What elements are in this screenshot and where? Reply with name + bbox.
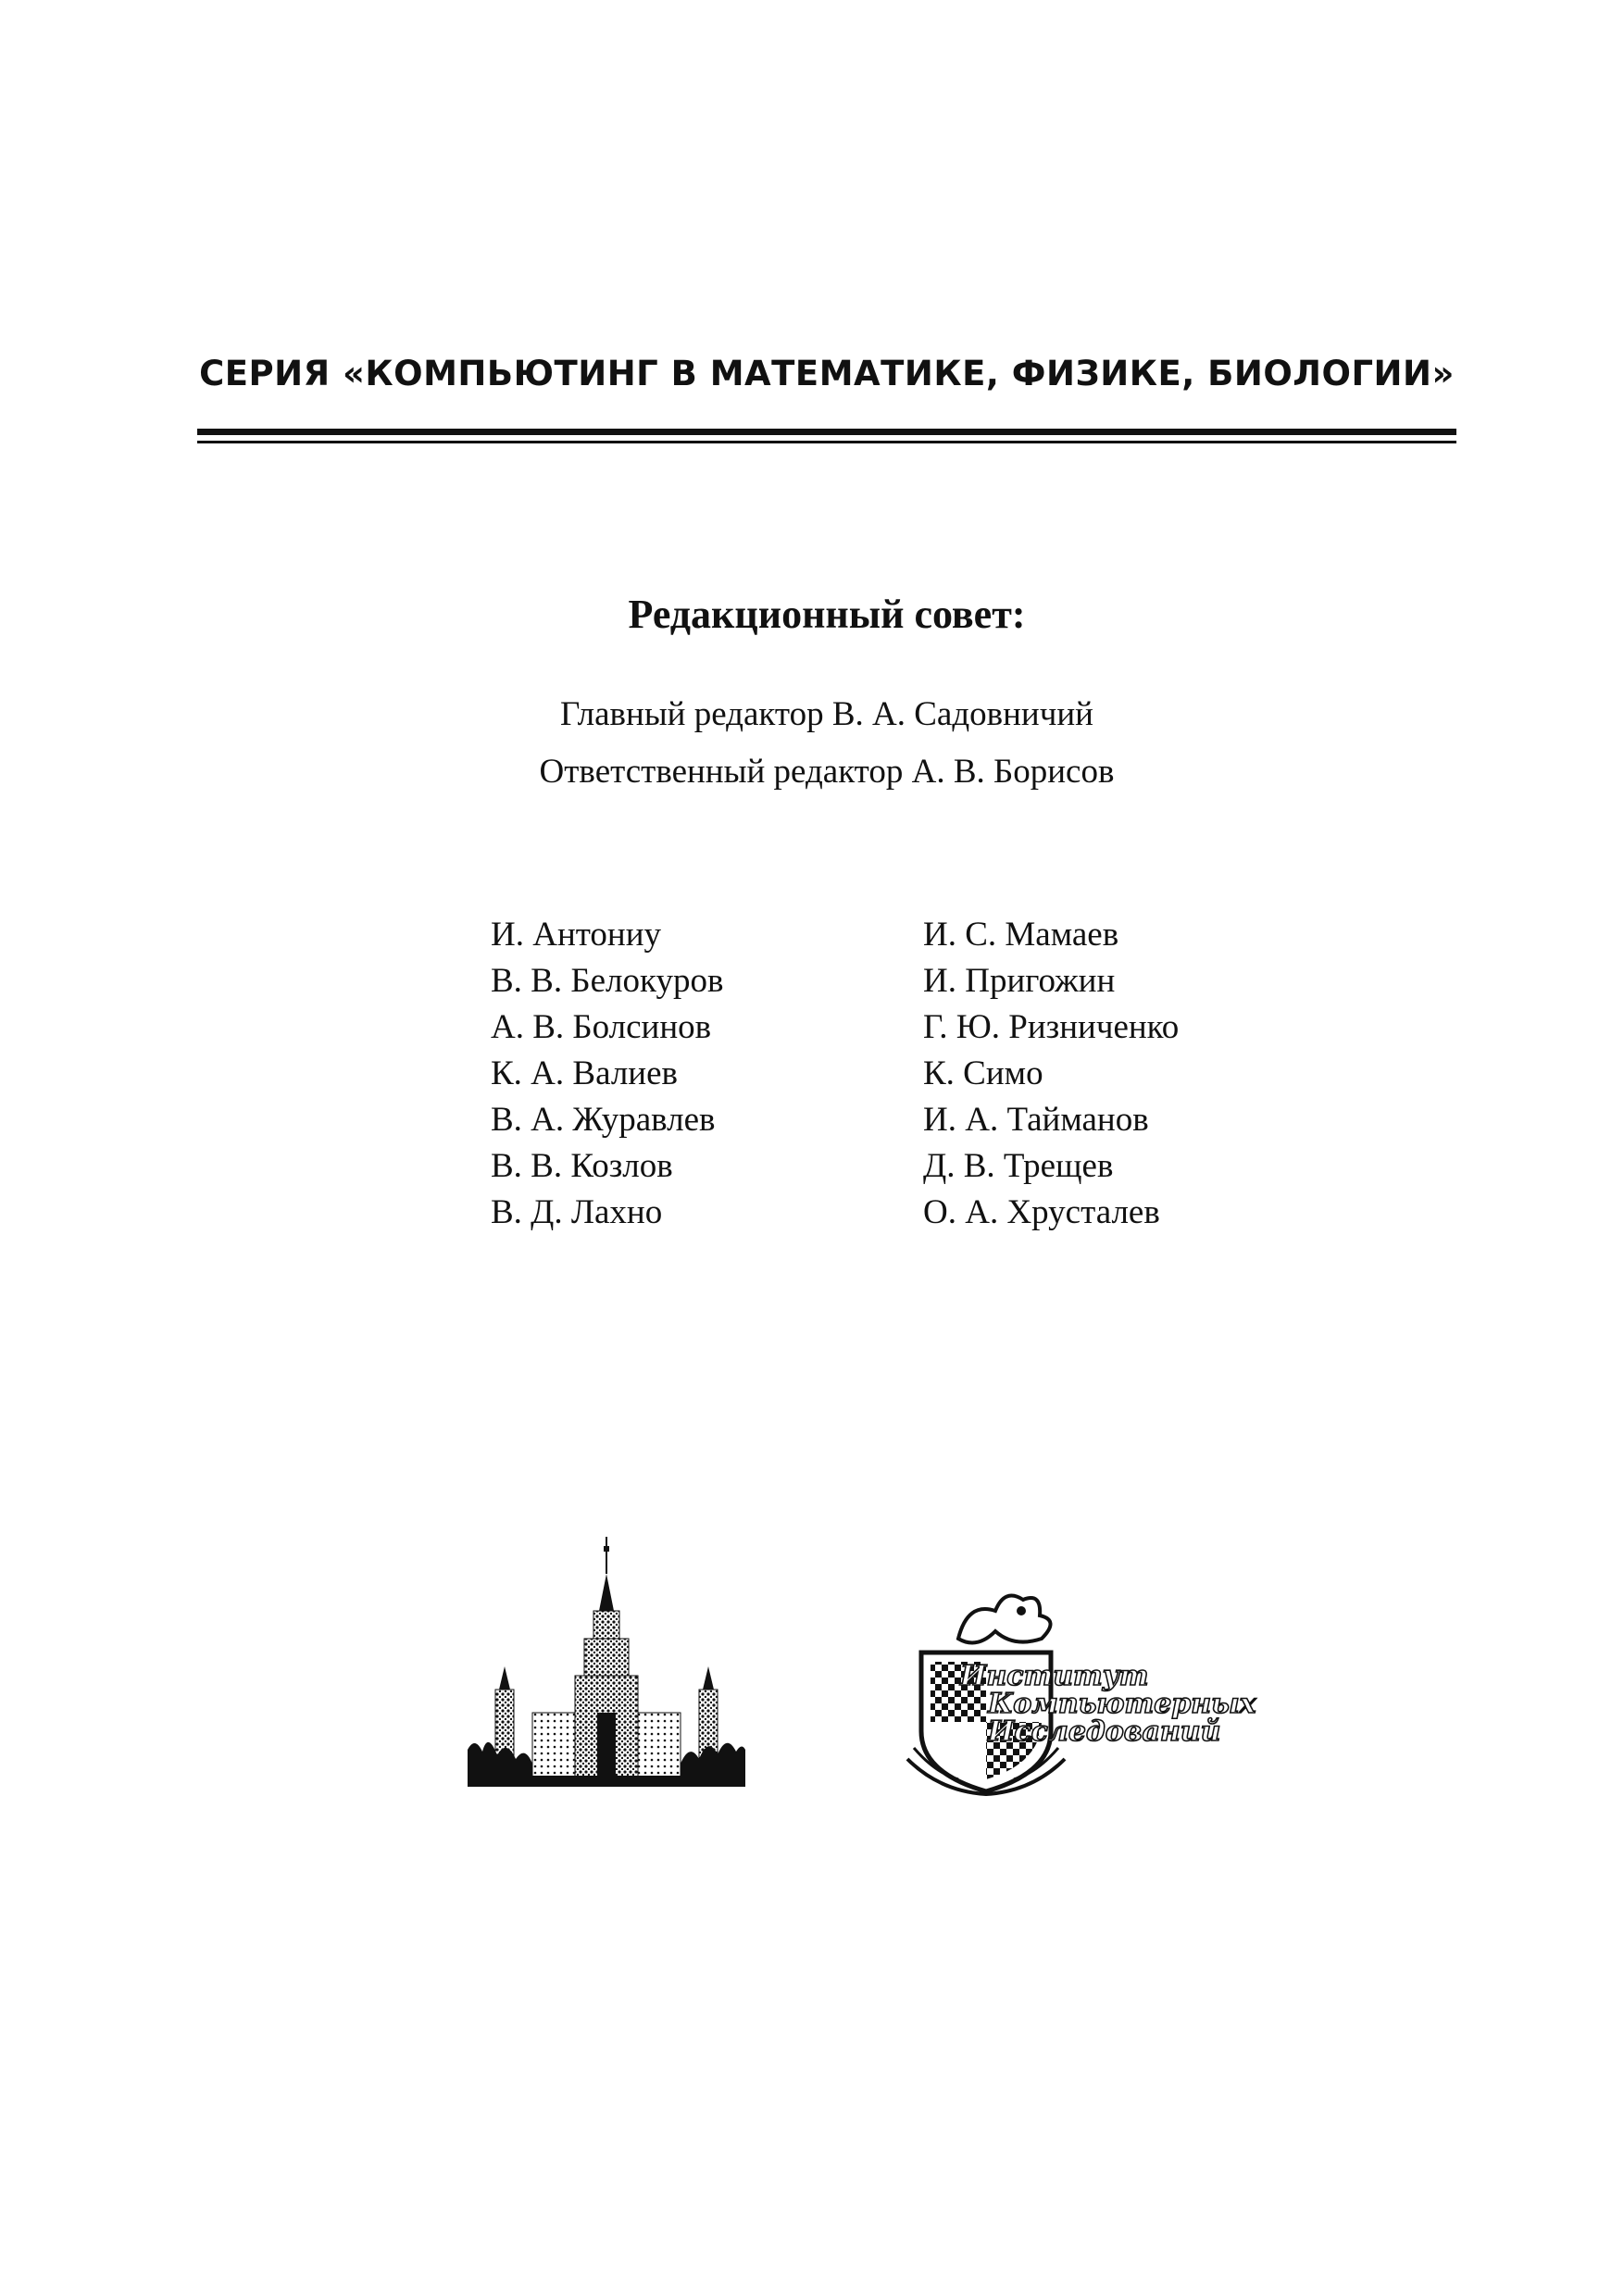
member-name: А. В. Болсинов <box>491 1008 712 1046</box>
series-title: СЕРИЯ «КОМПЬЮТИНГ В МАТЕМАТИКЕ, ФИЗИКЕ, БИОЛОГИИ» <box>199 354 1455 393</box>
member-name: Д. В. Трещев <box>923 1147 1114 1185</box>
member-name: О. А. Хрусталев <box>923 1193 1160 1231</box>
member-name: В. В. Белокуров <box>491 962 724 1000</box>
member-name: В. В. Козлов <box>491 1147 673 1185</box>
msu-building-logo <box>468 1537 745 1787</box>
institute-word-2: Компьютерных <box>988 1688 1256 1720</box>
header-rule-thick <box>197 429 1456 435</box>
institute-word-1: Институт <box>960 1660 1149 1692</box>
members-right-column <box>923 912 1179 1236</box>
member-name: И. С. Мамаев <box>923 916 1119 954</box>
member-name: В. А. Журавлев <box>491 1101 716 1139</box>
member-name: И. А. Тайманов <box>923 1101 1149 1139</box>
header-rule-thin <box>197 441 1456 443</box>
editorial-board-heading: Редакционный совет: <box>628 592 1026 637</box>
member-name: К. А. Валиев <box>491 1054 678 1092</box>
member-name: И. Антониу <box>491 916 662 954</box>
responsible-editor: Ответственный редактор А. В. Борисов <box>539 753 1115 791</box>
member-name: В. Д. Лахно <box>491 1193 663 1231</box>
member-name: И. Пригожин <box>923 962 1116 1000</box>
member-name: Г. Ю. Ризниченко <box>923 1008 1180 1046</box>
chief-editor: Главный редактор В. А. Садовничий <box>560 695 1093 733</box>
member-name: К. Симо <box>923 1054 1043 1092</box>
institute-crest-logo <box>903 1574 1256 1796</box>
members-left-column <box>491 912 723 1236</box>
institute-word-3: Исследований <box>988 1715 1221 1748</box>
